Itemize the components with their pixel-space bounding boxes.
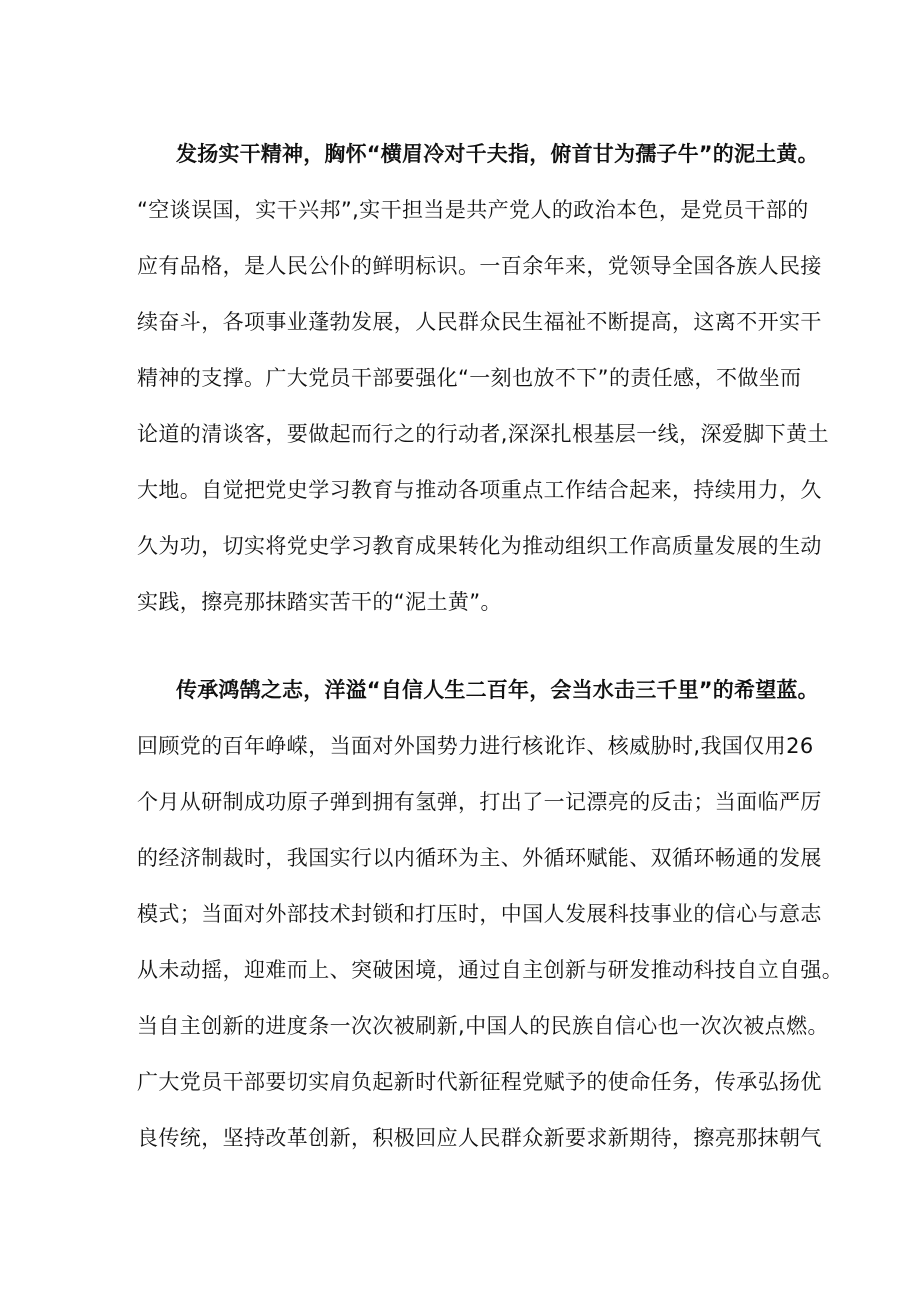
paragraph-line: 精神的支撑。广大党员干部要强化“一刻也放不下”的责任感，不做坐而 bbox=[137, 366, 802, 390]
section-heading-1: 发扬实干精神，胸怀“横眉冷对千夫指，俯首甘为孺子牛”的泥土黄。 bbox=[176, 142, 819, 166]
paragraph-line: 久为功，切实将党史学习教育成果转化为推动组织工作高质量发展的生动 bbox=[137, 534, 822, 558]
paragraph-line: 模式；当面对外部技术封锁和打压时，中国人发展科技事业的信心与意志 bbox=[137, 902, 822, 926]
paragraph-line: 良传统，坚持改革创新，积极回应人民群众新要求新期待，擦亮那抹朝气 bbox=[137, 1126, 822, 1150]
paragraph-line: 个月从研制成功原子弹到拥有氢弹，打出了一记漂亮的反击；当面临严厉 bbox=[137, 790, 822, 814]
paragraph-line: 回顾党的百年峥嵘，当面对外国势力进行核讹诈、核威胁时,我国仅用26 bbox=[137, 734, 814, 758]
paragraph-line: 广大党员干部要切实肩负起新时代新征程党赋予的使命任务，传承弘扬优 bbox=[137, 1070, 822, 1094]
paragraph-line: 大地。自觉把党史学习教育与推动各项重点工作结合起来，持续用力，久 bbox=[137, 478, 822, 502]
paragraph-line: “空谈误国，实干兴邦”,实干担当是共产党人的政治本色，是党员干部的 bbox=[137, 198, 809, 222]
paragraph-line: 续奋斗，各项事业蓬勃发展，人民群众民生福祉不断提高，这离不开实干 bbox=[137, 310, 822, 334]
paragraph-line: 实践，擦亮那抹踏实苦干的“泥土黄”。 bbox=[137, 590, 502, 614]
paragraph-line: 论道的清谈客，要做起而行之的行动者,深深扎根基层一线，深爱脚下黄土 bbox=[137, 422, 829, 446]
section-heading-2: 传承鸿鹄之志，洋溢“自信人生二百年，会当水击三千里”的希望蓝。 bbox=[176, 678, 819, 702]
paragraph-line: 应有品格，是人民公仆的鲜明标识。一百余年来，党领导全国各族人民接 bbox=[137, 254, 822, 278]
paragraph-line: 的经济制裁时，我国实行以内循环为主、外循环赋能、双循环畅通的发展 bbox=[137, 846, 822, 870]
paragraph-line: 从未动摇，迎难而上、突破困境，通过自主创新与研发推动科技自立自强。 bbox=[137, 958, 844, 982]
paragraph-line: 当自主创新的进度条一次次被刷新,中国人的民族自信心也一次次被点燃。 bbox=[137, 1014, 829, 1038]
